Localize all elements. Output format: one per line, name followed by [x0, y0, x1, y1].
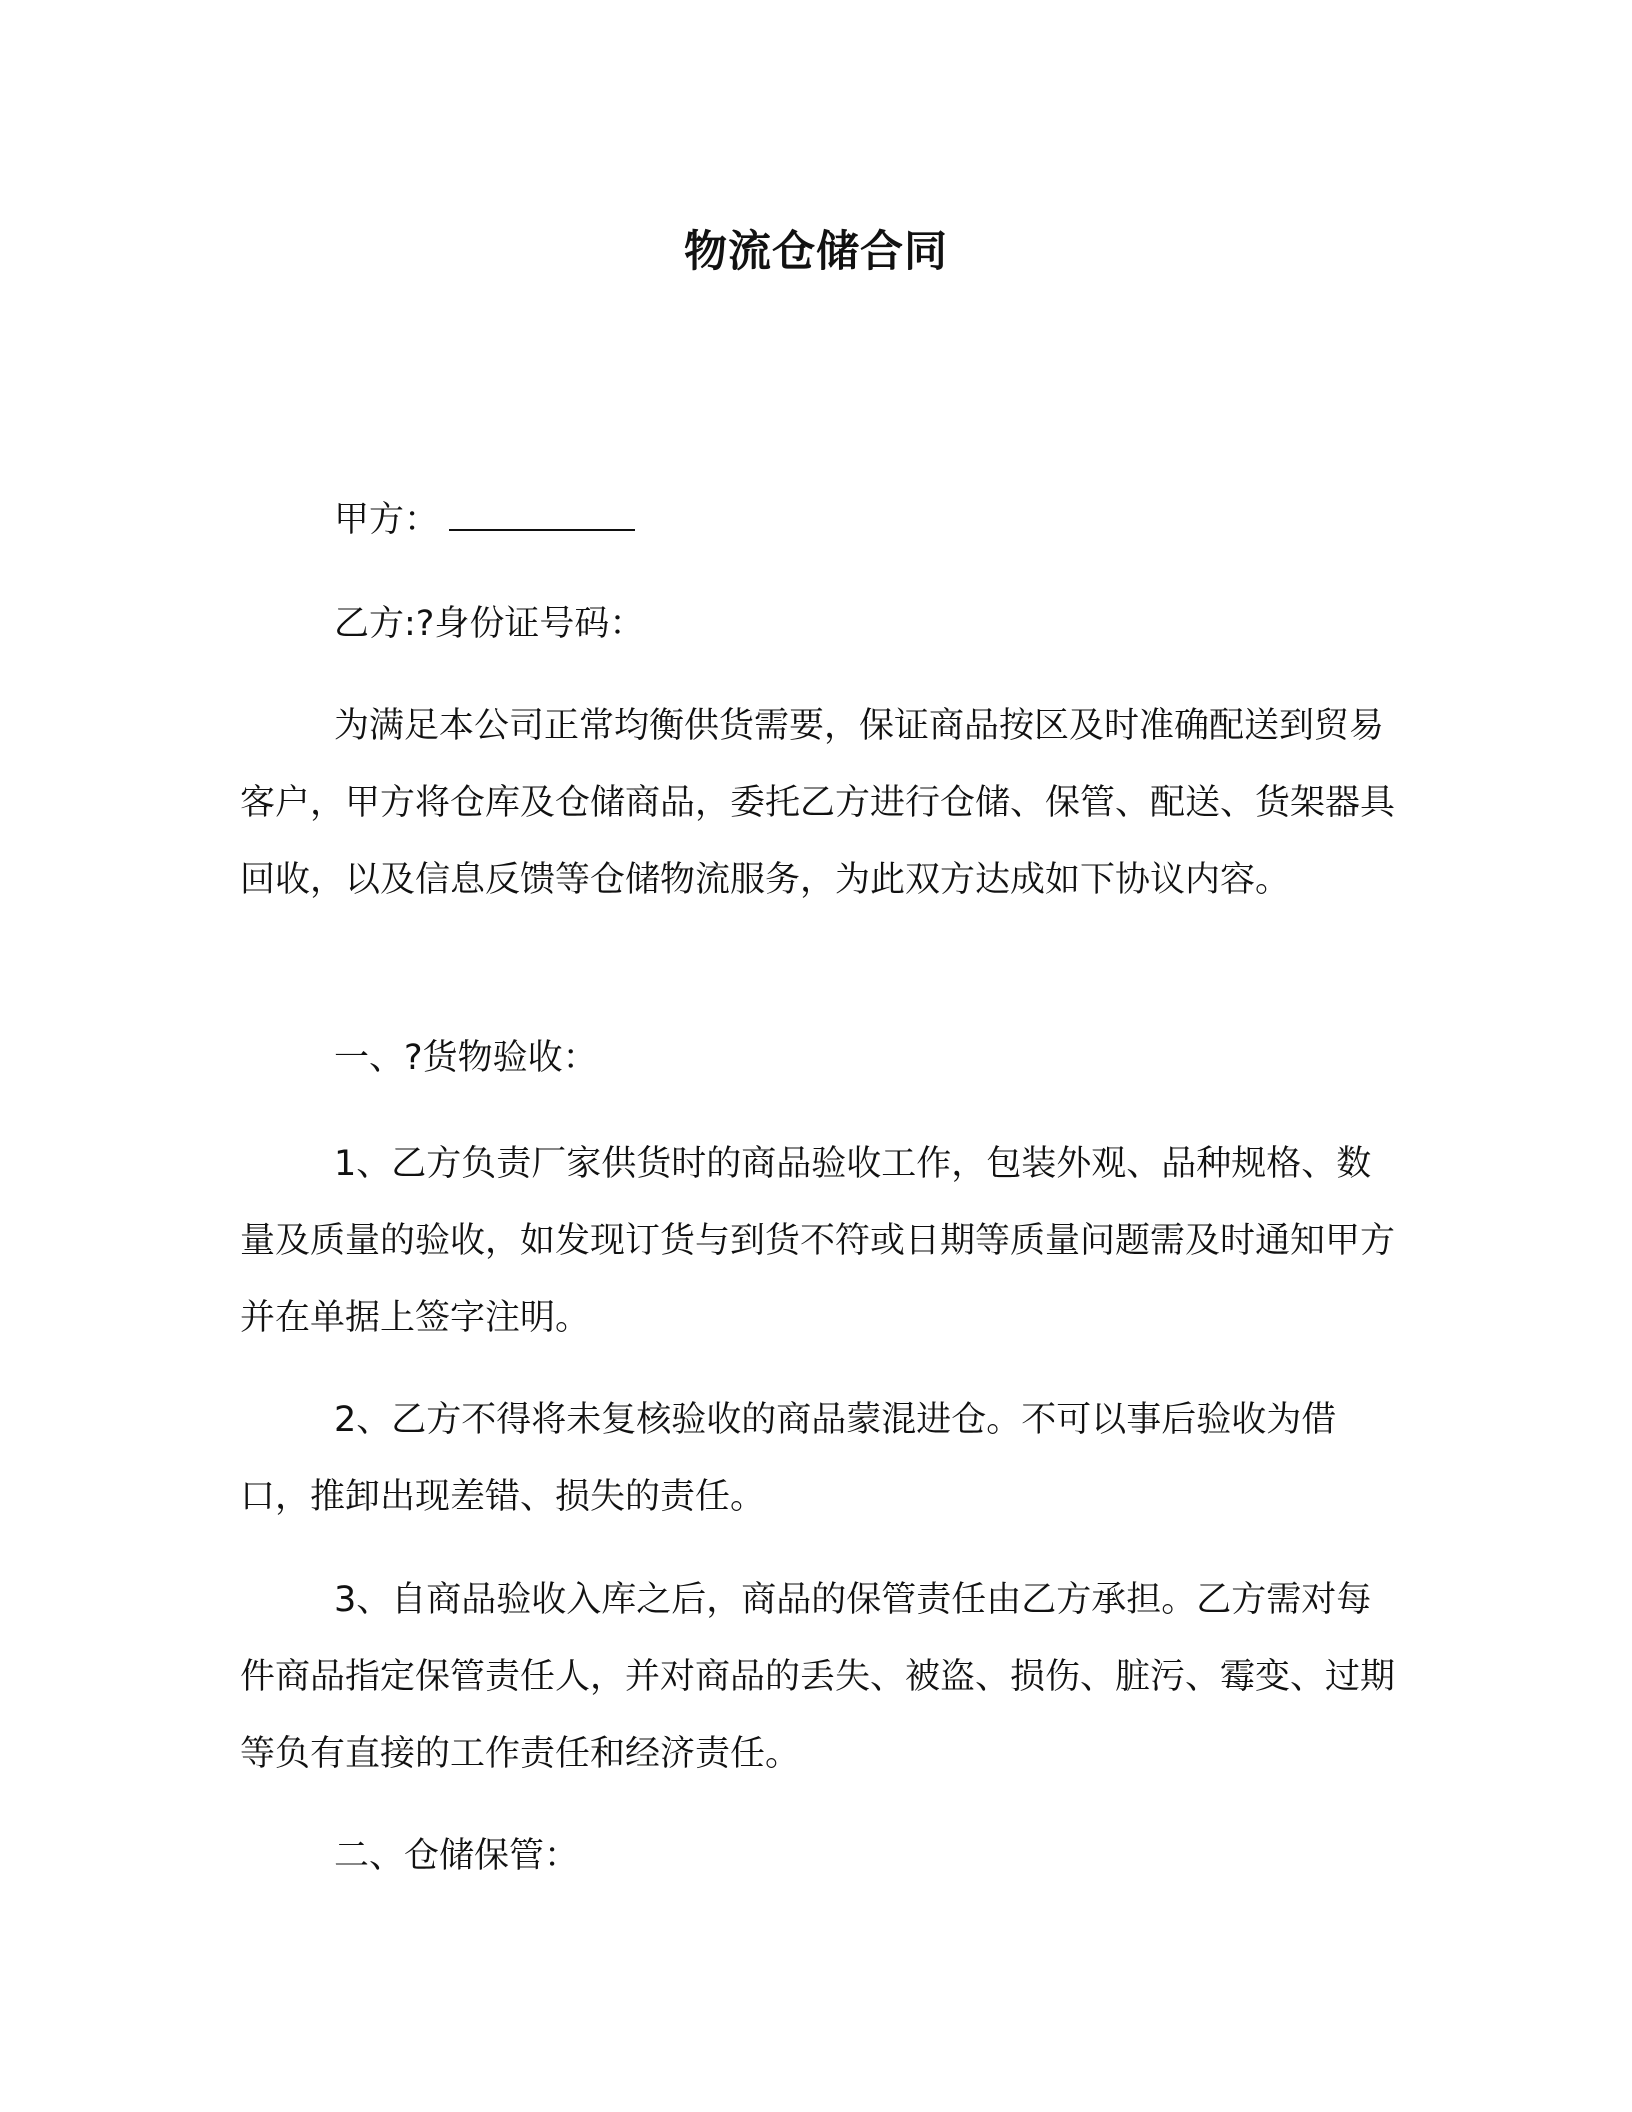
section2-block	[240, 1818, 1400, 1895]
clause1-block	[240, 1126, 1400, 1357]
document-body	[240, 482, 1400, 559]
intro-block	[240, 688, 1400, 919]
party-a-line	[240, 482, 1400, 559]
party-a-blank	[449, 499, 635, 531]
section2-heading: 二、仓储保管：	[334, 1836, 580, 1876]
party-b-line: 乙方:?身份证号码：	[334, 604, 645, 644]
intro-paragraph: 为满足本公司正常均衡供货需要，保证商品按区及时准确配送到贸易客户，甲方将仓库及仓储商品，委托乙方进行仓储、保管、配送、货架器具回收，以及信息反馈等仓储物流服务，为此双方达成如下协议内容。	[240, 706, 1396, 900]
party-a-label: 甲方：	[334, 500, 440, 540]
clause-1: 1、乙方负责厂家供货时的商品验收工作，包装外观、品种规格、数量及质量的验收，如发现订货与到货不符或日期等质量问题需及时通知甲方并在单据上签字注明。	[240, 1144, 1396, 1338]
clause-3: 3、自商品验收入库之后，商品的保管责任由乙方承担。乙方需对每件商品指定保管责任人，并对商品的丢失、被盗、损伤、脏污、霉变、过期等负有直接的工作责任和经济责任。	[240, 1580, 1396, 1774]
clause-2: 2、乙方不得将未复核验收的商品蒙混进仓。不可以事后验收为借口，推卸出现差错、损失的责任。	[240, 1400, 1337, 1517]
section1-heading: 一、?货物验收：	[334, 1038, 598, 1078]
clause2-block	[240, 1382, 1400, 1536]
document-title: 物流仓储合同	[684, 227, 948, 277]
clause3-block	[240, 1562, 1400, 1793]
party-b-block	[240, 586, 1400, 663]
section1-block	[240, 1020, 1400, 1097]
